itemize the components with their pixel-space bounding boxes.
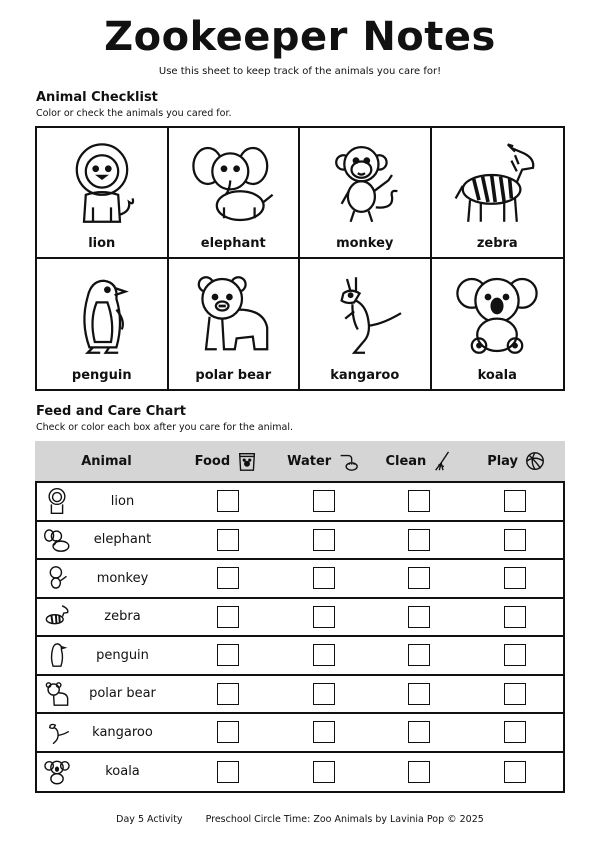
water-checkbox[interactable] — [313, 606, 335, 628]
table-row — [37, 637, 563, 676]
checklist-label: monkey — [336, 235, 394, 251]
lion-icon — [43, 487, 71, 515]
penguin-icon — [57, 269, 147, 361]
penguin-icon — [43, 641, 71, 669]
feed-and-care-chart — [35, 441, 565, 793]
checklist-cell-lion[interactable] — [37, 128, 169, 259]
water-checkbox[interactable] — [313, 721, 335, 743]
elephant-icon — [43, 526, 71, 554]
row-animal-name: monkey — [96, 570, 149, 586]
koala-icon — [43, 758, 71, 786]
food-checkbox[interactable] — [217, 721, 239, 743]
checklist-cell-zebra[interactable] — [432, 128, 564, 259]
table-row — [37, 714, 563, 753]
water-checkbox[interactable] — [313, 683, 335, 705]
table-row — [37, 560, 563, 599]
checklist-label: polar bear — [195, 368, 272, 383]
broom-icon — [432, 450, 454, 472]
food-checkbox[interactable] — [217, 761, 239, 783]
clean-checkbox[interactable] — [408, 529, 430, 551]
monkey-icon — [320, 138, 410, 230]
column-header-label: Play — [487, 453, 519, 469]
page-footer — [0, 814, 600, 825]
checklist-label: elephant — [200, 235, 266, 251]
ball-icon — [524, 450, 546, 472]
play-checkbox[interactable] — [504, 490, 526, 512]
polar-bear-icon — [43, 680, 71, 708]
column-header-label: Food — [194, 453, 231, 469]
kangaroo-icon — [320, 269, 410, 361]
chart-header-row — [35, 441, 565, 481]
play-checkbox[interactable] — [504, 721, 526, 743]
water-checkbox[interactable] — [313, 644, 335, 666]
care-chart-instruction: Check or color each box after you care for the animal. — [36, 422, 294, 433]
play-checkbox[interactable] — [504, 683, 526, 705]
checklist-label: lion — [88, 235, 116, 251]
row-animal-name: penguin — [96, 647, 149, 663]
zebra-icon — [43, 603, 71, 631]
koala-icon — [452, 269, 542, 361]
checklist-label: penguin — [71, 368, 132, 383]
column-header-label: Water — [287, 453, 332, 469]
checklist-label: zebra — [476, 235, 518, 251]
footer-credit: Preschool Circle Time: Zoo Animals by Lavinia Pop © 2025 — [205, 814, 484, 825]
play-checkbox[interactable] — [504, 761, 526, 783]
row-animal-name: koala — [105, 764, 140, 780]
water-checkbox[interactable] — [313, 529, 335, 551]
table-row — [37, 599, 563, 638]
water-checkbox[interactable] — [313, 490, 335, 512]
row-animal-name: kangaroo — [92, 724, 153, 740]
checklist-heading: Animal Checklist — [36, 90, 158, 105]
clean-checkbox[interactable] — [408, 490, 430, 512]
row-animal-name: polar bear — [89, 686, 156, 702]
food-checkbox[interactable] — [217, 606, 239, 628]
page-subtitle: Use this sheet to keep track of the animals you care for! — [158, 66, 442, 77]
row-animal-name: lion — [110, 493, 135, 509]
lion-icon — [57, 138, 147, 230]
clean-checkbox[interactable] — [408, 761, 430, 783]
column-header-label: Clean — [385, 453, 427, 469]
food-checkbox[interactable] — [217, 644, 239, 666]
food-checkbox[interactable] — [217, 567, 239, 589]
clean-checkbox[interactable] — [408, 683, 430, 705]
polar-bear-icon — [188, 269, 278, 361]
food-checkbox[interactable] — [217, 490, 239, 512]
footer-day-label: Day 5 Activity — [116, 814, 183, 825]
elephant-icon — [188, 138, 278, 230]
kangaroo-icon — [43, 718, 71, 746]
checklist-cell-koala[interactable] — [432, 259, 564, 390]
water-checkbox[interactable] — [313, 761, 335, 783]
table-row — [37, 522, 563, 561]
row-animal-name: elephant — [93, 532, 152, 548]
checklist-cell-penguin[interactable] — [37, 259, 169, 390]
checklist-instruction: Color or check the animals you cared for. — [36, 108, 232, 119]
food-bag-icon — [236, 450, 258, 472]
row-animal-name: zebra — [104, 609, 141, 625]
table-row — [37, 676, 563, 715]
checklist-label: kangaroo — [330, 368, 400, 383]
table-row — [37, 483, 563, 522]
clean-checkbox[interactable] — [408, 567, 430, 589]
water-checkbox[interactable] — [313, 567, 335, 589]
clean-checkbox[interactable] — [408, 721, 430, 743]
food-checkbox[interactable] — [217, 683, 239, 705]
checklist-label: koala — [477, 368, 517, 383]
play-checkbox[interactable] — [504, 644, 526, 666]
column-header-animal: Animal — [81, 453, 132, 469]
clean-checkbox[interactable] — [408, 644, 430, 666]
food-checkbox[interactable] — [217, 529, 239, 551]
zebra-icon — [452, 138, 542, 230]
column-header-play — [468, 450, 565, 472]
play-checkbox[interactable] — [504, 606, 526, 628]
column-header-food — [178, 450, 275, 472]
animal-checklist-grid — [35, 126, 565, 391]
page-title: Zookeeper Notes — [104, 14, 496, 60]
play-checkbox[interactable] — [504, 529, 526, 551]
checklist-cell-monkey[interactable] — [300, 128, 432, 259]
water-hose-icon — [337, 450, 359, 472]
clean-checkbox[interactable] — [408, 606, 430, 628]
checklist-cell-kangaroo[interactable] — [300, 259, 432, 390]
care-chart-heading: Feed and Care Chart — [36, 404, 186, 419]
table-row — [37, 753, 563, 792]
column-header-clean — [372, 450, 469, 472]
checklist-cell-elephant[interactable] — [169, 128, 301, 259]
chart-body — [35, 481, 565, 793]
monkey-icon — [43, 564, 71, 592]
checklist-cell-polar-bear[interactable] — [169, 259, 301, 390]
play-checkbox[interactable] — [504, 567, 526, 589]
column-header-water — [275, 450, 372, 472]
